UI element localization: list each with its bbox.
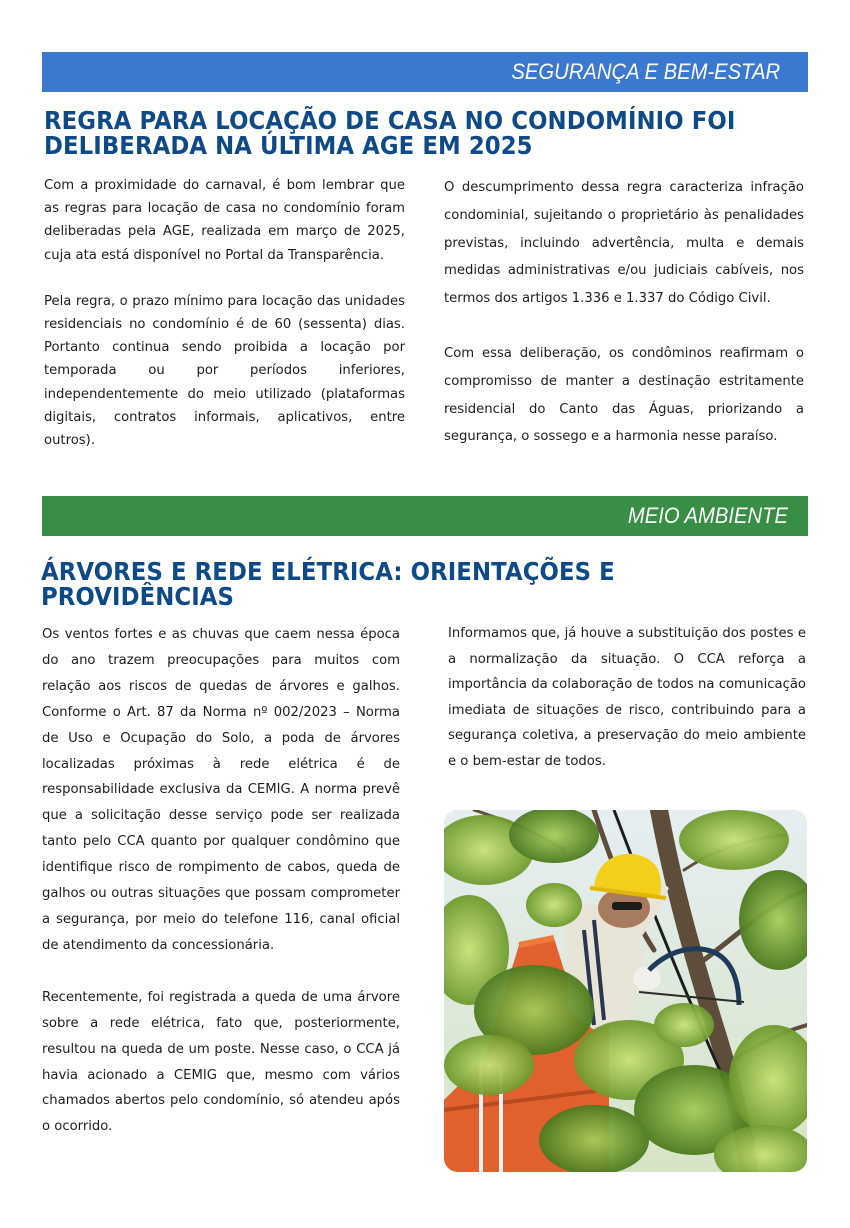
headline-line: PROVIDÊNCIAS [41, 582, 235, 611]
article-left-column [44, 174, 405, 452]
photo-illustration [444, 810, 807, 1172]
headline-line: ÁRVORES E REDE ELÉTRICA: ORIENTAÇÕES E [41, 557, 615, 586]
article-headline [41, 559, 658, 609]
paragraph: Com essa deliberação, os condôminos reafirmam o compromisso de manter a destinação estritamente residencial do Canto das Águas, priorizando a segurança, o sossego e a harmonia nesse paraíso. [444, 345, 804, 445]
article-photo-tree-pruning [444, 810, 807, 1172]
headline-line: REGRA PARA LOCAÇÃO DE CASA NO CONDOMÍNIO FOI [44, 106, 736, 135]
article-right-column [448, 621, 806, 775]
article-left-column [42, 622, 400, 1140]
paragraph: Com a proximidade do carnaval, é bom lembrar que as regras para locação de casa no condomínio foram deliberadas pela AGE, realizada em março de 2025, cuja ata está disponível no Portal da Transparência. [44, 178, 405, 263]
paragraph: O descumprimento dessa regra caracteriza infração condominial, sujeitando o proprietário às penalidades previstas, incluindo advertência, multa e demais medidas administrativas e/ou judiciais cabíveis, nos termos dos artigos 1.336 e 1.337 do Código Civil. [444, 180, 804, 307]
article-right-column [444, 174, 804, 451]
paragraph: Recentemente, foi registrada a queda de uma árvore sobre a rede elétrica, fato que, posteriormente, resultou na queda de um poste. Nesse caso, o CCA já havia acionado a CEMIG que, mesmo com vários chamados abertos pelo condomínio, só atendeu após o ocorrido. [42, 989, 400, 1135]
paragraph: Os ventos fortes e as chuvas que caem nessa época do ano trazem preocupações para muitos com relação aos riscos de quedas de árvores e galhos. Conforme o Art. 87 da Norma nº 002/2023 – Norma de Uso e Ocupação do Solo, a poda de árvores localizadas próximas à rede elétrica é de responsabilidade exclusiva da CEMIG. A norma prevê que a solicitação desse serviço pode ser realizada tanto pelo CCA quanto por qualquer condômino que identifique risco de rompimento de cabos, queda de galhos ou outras situações que possam comprometer a segurança, por meio do telefone 116, canal oficial de atendimento da concessionária. [42, 627, 400, 953]
category-banner-environment [42, 496, 808, 536]
paragraph: Pela regra, o prazo mínimo para locação das unidades residenciais no condomínio é de 60 (sessenta) dias. Portanto continua sendo proibida a locação por temporada ou por períodos inferiores, independentemente do meio utilizado (plataformas digitais, contratos informais, aplicativos, entre outros). [44, 293, 405, 449]
headline-line: DELIBERADA NA ÚLTIMA AGE EM 2025 [44, 131, 533, 160]
paragraph: Informamos que, já houve a substituição dos postes e a normalização da situação. O CCA reforça a importância da colaboração de todos na comunicação imediata de situações de risco, contribuindo para a segurança coletiva, a preservação do meio ambiente e o bem-estar de todos. [448, 626, 806, 769]
category-banner-security [42, 52, 808, 92]
article-headline [44, 108, 787, 158]
category-label: SEGURANÇA E BEM-ESTAR [511, 59, 780, 84]
category-label: MEIO AMBIENTE [627, 503, 788, 528]
